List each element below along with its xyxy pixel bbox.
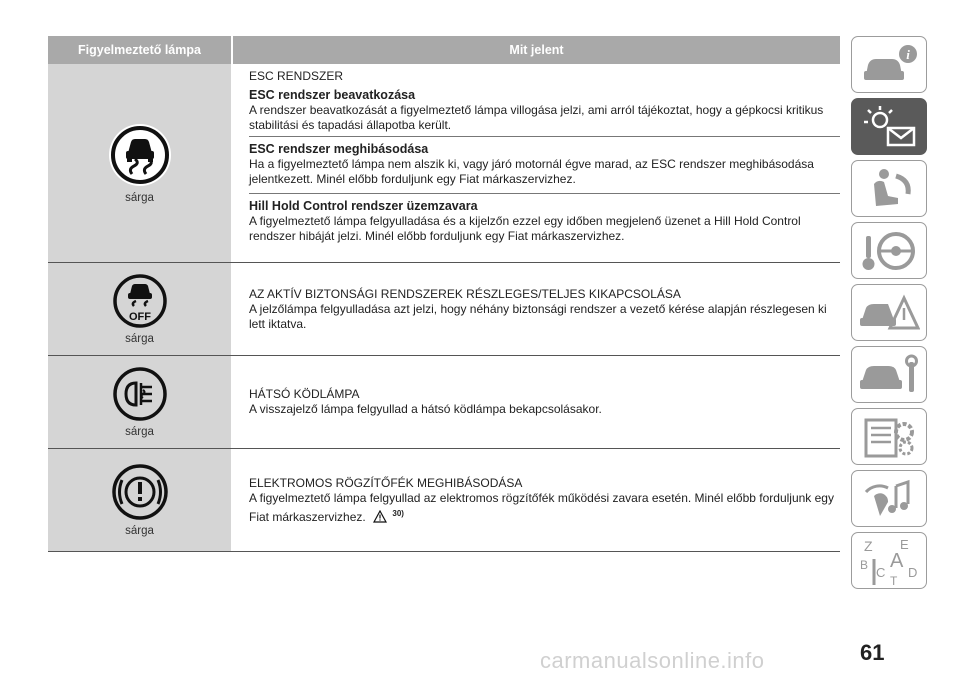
row-text-body: A figyelmeztető lámpa felgyullad az elektromos rögzítőfék működési zavara esetén. Minél előbb forduljunk egy Fiat márkaszervizhez.	[249, 490, 834, 524]
section-title: Hill Hold Control rendszer üzemzavara	[249, 199, 478, 213]
section-title: ESC rendszer beavatkozása	[249, 88, 416, 102]
specifications-icon	[858, 414, 920, 460]
tab-technical-data[interactable]	[851, 408, 927, 465]
caps-title: AZ AKTÍV BIZTONSÁGI RENDSZEREK RÉSZLEGES/TELJES KIKAPCSOLÁSA	[249, 286, 681, 301]
svg-text:Z: Z	[864, 537, 873, 554]
page-number: 61	[860, 640, 885, 665]
alphabetical-index-icon	[856, 535, 922, 587]
color-label: sárga	[125, 525, 154, 537]
icon-cell	[48, 449, 233, 551]
reference-mark: 30)	[392, 508, 404, 518]
tab-multimedia[interactable]	[851, 470, 927, 527]
tab-starting-driving[interactable]	[851, 222, 927, 279]
tab-emergency[interactable]	[851, 284, 927, 341]
svg-text:i: i	[906, 46, 910, 62]
svg-text:A: A	[890, 549, 904, 572]
row-text: A visszajelző lámpa felgyullad a hátsó ködlámpa bekapcsolásakor.	[249, 402, 602, 416]
header-warning-lamp: Figyelmeztető lámpa	[48, 36, 233, 64]
warning-lights-icon	[858, 104, 920, 150]
watermark: carmanualsonline.info	[540, 648, 765, 673]
table-row-parking-brake	[48, 449, 840, 552]
rear-fog-lamp-icon	[112, 366, 168, 422]
caps-title: ELEKTROMOS RÖGZÍTŐFÉK MEGHIBÁSODÁSA	[249, 475, 523, 490]
color-label: sárga	[125, 192, 154, 204]
table-header	[48, 36, 840, 64]
tab-safety[interactable]	[851, 160, 927, 217]
svg-text:B: B	[860, 557, 869, 572]
esc-intro	[249, 64, 840, 137]
airbag-seat-icon	[858, 166, 920, 212]
car-maintenance-icon	[858, 352, 920, 398]
icon-cell	[48, 64, 233, 262]
electric-parking-brake-icon	[111, 463, 169, 521]
esc-failure-section	[249, 137, 840, 194]
esc-icon	[107, 122, 173, 188]
icon-cell	[48, 263, 233, 355]
tab-index[interactable]	[851, 532, 927, 589]
tab-warning-lights[interactable]	[851, 98, 927, 155]
svg-text:E: E	[900, 536, 909, 552]
warning-triangle-icon	[373, 510, 387, 523]
tab-maintenance[interactable]	[851, 346, 927, 403]
multimedia-icon	[858, 476, 920, 522]
table-row-esc-off	[48, 263, 840, 356]
breakdown-icon	[858, 290, 920, 336]
row-text: A jelzőlámpa felgyulladása azt jelzi, hogy néhány biztonsági rendszer a vezető kérése alapján részlegesen ki lett iktatva.	[249, 301, 827, 331]
row-text	[249, 491, 840, 525]
key-steering-icon	[858, 228, 920, 274]
color-label: sárga	[125, 333, 154, 345]
table-row-esc	[48, 64, 840, 263]
section-text: A rendszer beavatkozását a figyelmeztető lámpa villogása jelzi, ami arról tájékoztat, hogy a gépkocsi kritikus stabilitási és tapadási állapotba került.	[249, 103, 824, 132]
svg-text:C: C	[876, 564, 886, 580]
tab-car-info[interactable]	[851, 36, 927, 93]
car-info-icon	[858, 43, 920, 87]
color-label: sárga	[125, 426, 154, 438]
caps-title: HÁTSÓ KÖDLÁMPA	[249, 387, 360, 401]
section-text: A figyelmeztető lámpa felgyulladása és a kijelzőn ezzel egy időben megjelenő üzenet a Hill Hold Control rendszer hibáját jelzi. Minél előbb forduljunk egy Fiat márkaszervizhez.	[249, 214, 801, 243]
hill-hold-section	[249, 194, 840, 250]
table-row-rear-fog	[48, 356, 840, 449]
esc-caps-title: ESC RENDSZER	[249, 69, 344, 83]
section-text: Ha a figyelmeztető lámpa nem alszik ki, vagy járó motornál égve marad, az ESC rendszer meghibásodása jelentkezett. Minél előbb forduljunk egy Fiat márkaszervizhez.	[249, 157, 814, 186]
section-title: ESC rendszer meghibásodása	[249, 142, 429, 156]
svg-text:D: D	[908, 564, 918, 580]
icon-cell	[48, 356, 233, 448]
svg-text:OFF: OFF	[128, 311, 151, 323]
chapter-tabs	[851, 36, 927, 594]
esc-off-icon	[112, 273, 168, 329]
header-meaning: Mit jelent	[509, 43, 564, 57]
svg-text:T: T	[890, 573, 898, 587]
warning-lights-table	[48, 36, 840, 552]
